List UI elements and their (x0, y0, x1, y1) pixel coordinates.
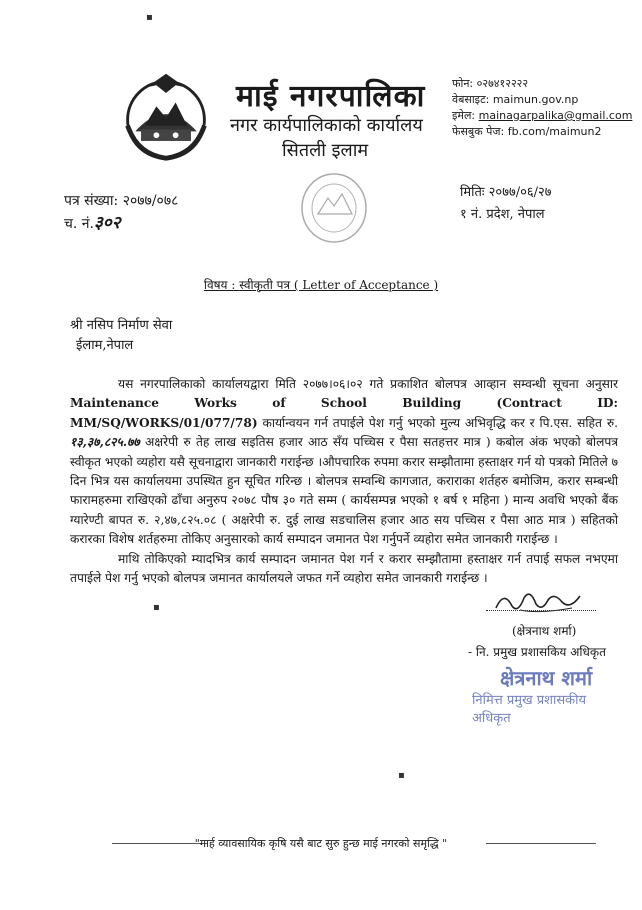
addressee-address: ईलाम,नेपाल (76, 338, 134, 353)
dispatch-number: ३०२ (94, 213, 121, 233)
contract-amount: १३,३७,८२५.७७ (70, 435, 140, 450)
stamp-name: क्षेत्रनाथ शर्मा (500, 666, 593, 690)
organization-location: सितली इलाम (282, 140, 369, 161)
dispatch-label: च. नं. (64, 216, 95, 232)
date-block (460, 182, 552, 226)
body-text-segment: यस नगरपालिकाको कार्यालयद्वारा मिति २०७७।०६।०२ गते प्रकाशित बोलपत्र आव्हान सम्वन्धी सूचना अनुसार (118, 377, 618, 391)
nepal-emblem-icon (118, 68, 214, 164)
stamp-title: निमित्त प्रमुख प्रशासकीय अधिकृत (472, 693, 587, 726)
email-link[interactable]: mainagarpalika@gmail.com (478, 109, 633, 122)
scan-mark: ▪ (153, 602, 160, 613)
website: वेबसाइट: maimun.gov.np (452, 93, 579, 106)
signer-name: (क्षेत्रनाथ शर्मा) (512, 624, 577, 638)
letter-date: मितिः २०७७/०६/२७ (460, 185, 552, 200)
signer-title: - नि. प्रमुख प्रशासकिय अधिकृत (468, 645, 606, 659)
subject-label: विषय : (203, 278, 240, 292)
scan-mark: ▪ (398, 770, 405, 781)
contact-block (452, 76, 632, 140)
municipality-seal-icon (298, 168, 370, 246)
official-stamp (466, 660, 626, 726)
email-row (452, 108, 632, 124)
letter-body (70, 375, 618, 588)
addressee-name: श्री नसिप निर्माण सेवा (70, 318, 173, 333)
body-paragraph-1 (70, 375, 618, 550)
province: १ नं. प्रदेश, नेपाल (460, 207, 545, 222)
contract-title: Maintenance Works of School Building (Contract ID: MM/SQ/WORKS/01/077/78) (70, 396, 618, 430)
body-text-segment: अक्षरेपी रु तेह लाख सइतिस हजार आठ सँय पच्चिस र पैसा सतहत्तर मात्र ) कबोल अंक भएको बोलपत्र स्वीकृत भएको व्यहोरा यसै सूचनाद्वारा जानकारी गराईन्छ ।औपचारिक रुपमा करार सम्झौतामा हस्ताक्षर गर्न यो पत्रको मितिले ७ दिन भित्र यस कार्यालयमा उपस्थित हुन सूचित गरिन्छ । बोलपत्र सम्वन्धि कागजात, कराराका शर्तहरु बमोजिम, करार सम्बन्धी फारामहरुमा राखिएको ढाँचा अनुरुप २०७८ पौष ३० गते सम्म ( कार्यसम्पन्न भएको १ बर्ष १ महिना ) मान्य अवधि भएको बैंक ग्यारेण्टी बापत रु. २,४७,८२५.०८ ( अक्षरेपी रु. दुई लाख सडचालिस हजार आठ सय पच्चिस र पैसा आठ मात्र ) सहितको करारका विशेष शर्तहरुमा तोकिए अनुसारको कार्य सम्पादन जमानत पेश गर्नुपर्ने व्यहोरा समेत जानकारी गराईन्छ । (70, 435, 618, 547)
subject-text: स्वीकृती पत्र ( Letter of Acceptance ) (239, 278, 439, 292)
scan-mark: ▪ (146, 12, 153, 23)
reference-block (64, 190, 178, 235)
organization-subtitle: नगर कार्यपालिकाको कार्यालय (230, 115, 423, 136)
organization-title: माई नगरपालिका (236, 79, 426, 114)
body-text-segment: कार्यान्वयन गर्न तपाईले पेश गर्नु भएको मुल्य अभिवृद्धि कर र पि.एस. सहित रु. (257, 415, 618, 430)
body-paragraph-2: माथि तोकिएको म्यादभित्र कार्य सम्पादन जमानत पेश गर्न र करार सम्झौतामा हस्ताक्षर गर्न तपाई सफल नभएमा तपाईले पेश गर्नु भएको बोलपत्र जमानत कार्यालयले जफत गर्ने व्यहोरा समेत जानकारी गराईन्छ । (70, 551, 618, 586)
subject-line (0, 276, 642, 293)
letter-number: पत्र संख्या: २०७७/०७८ (64, 193, 179, 209)
phone-number: फोन: ०२७४१२२२२ (452, 77, 529, 90)
dispatch-number-row (64, 212, 178, 235)
footer-slogan: "गार्ह व्यावसायिक कृषि यसै बाट सुरु हुन्छ माई नगरको समृद्धि " (194, 837, 448, 850)
facebook-page: फेसबुक पेज: fb.com/maimun2 (452, 125, 602, 138)
signature-scribble-icon (490, 584, 590, 618)
addressee (70, 316, 172, 356)
email-label: इमेल: (452, 109, 479, 122)
signature-line (486, 610, 596, 611)
